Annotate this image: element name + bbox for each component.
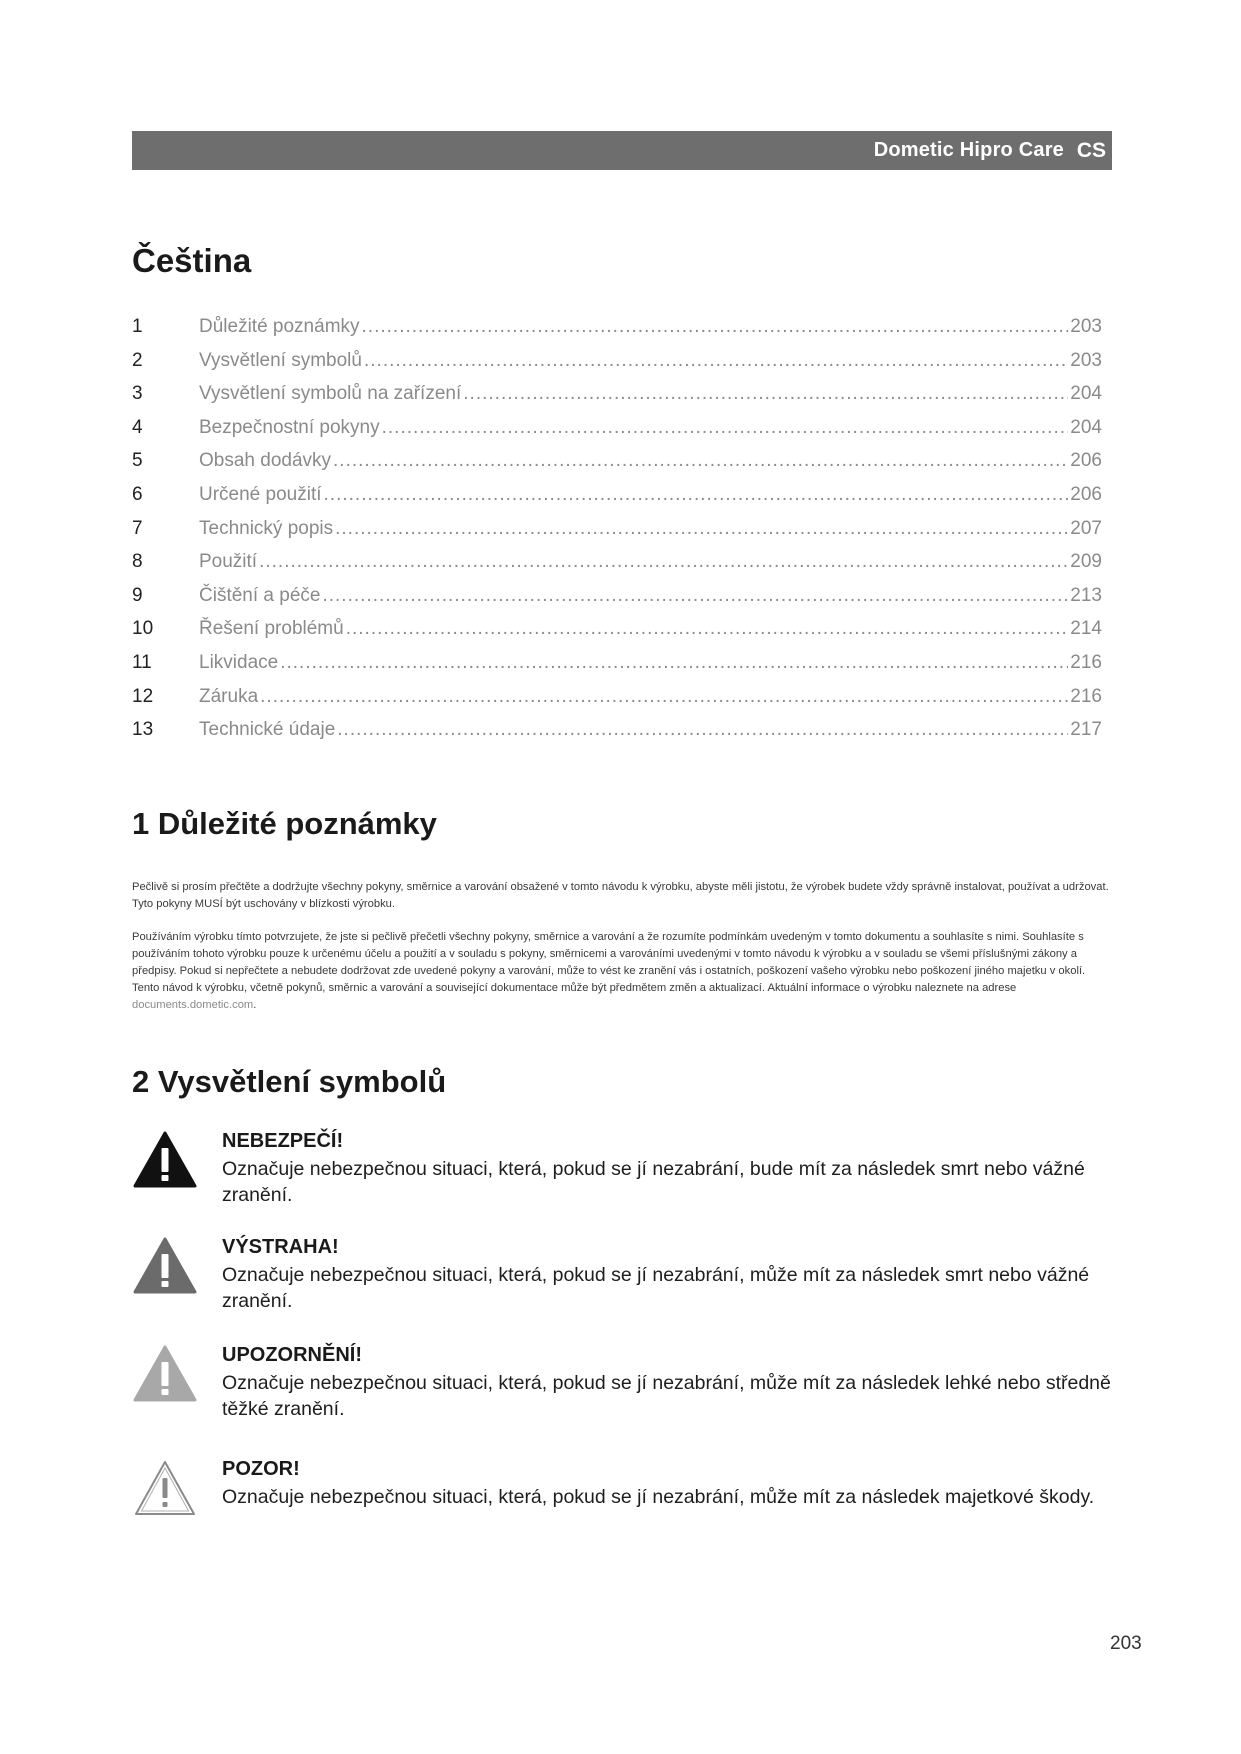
toc-title: Bezpečnostní pokyny (199, 416, 380, 438)
symbol-danger (132, 1130, 1112, 1210)
warning-description: Označuje nebezpečnou situaci, která, pokud se jí nezabrání, může mít za následek smrt nebo vážné zranění. (222, 1264, 1090, 1312)
consent-text: Používáním výrobku tímto potvrzujete, že jste si pečlivě přečetli všechny pokyny, směrnice a varování a že rozumíte podmínkám uvedeným v tomto dokumentu a souhlasíte s nimi. Souhlasíte s používáním tohoto výrobku pouze k určenému účelu a použití a v souladu s pokyny, směrnicemi a varováními uvedenými v tomto návodu k výrobku a v souladu se všemi příslušnými zákony a předpisy. Pokud si nepřečtete a nebudete dodržovat zde uvedené pokyny a varování, může to vést ke zranění vás i ostatních, poškození vašeho výrobku nebo poškození jiného majetku v okolí. Tento návod k výrobku, včetně pokynů, směrnic a varování a související dokumentace může být předmětem změn a aktualizací. Aktuální informace o výrobku naleznete na adrese (132, 931, 1086, 994)
toc-title: Čištění a péče (199, 584, 321, 606)
toc-page: 204 (1070, 416, 1102, 438)
toc-page: 203 (1070, 349, 1102, 371)
toc-item[interactable] (132, 518, 1102, 552)
toc-leader (337, 719, 1068, 741)
toc-number: 2 (132, 349, 143, 371)
toc-page: 204 (1070, 383, 1102, 405)
symbol-warning (132, 1236, 1112, 1316)
toc-item[interactable] (132, 618, 1102, 652)
toc-leader (364, 350, 1068, 372)
toc-number: 5 (132, 450, 143, 472)
toc-page: 214 (1070, 618, 1102, 640)
toc-title: Technický popis (199, 517, 334, 539)
danger-description: Označuje nebezpečnou situaci, která, pokud se jí nezabrání, bude mít za následek smrt nebo vážné zranění. (222, 1158, 1085, 1206)
toc-leader (259, 551, 1068, 573)
consent-period: . (253, 999, 257, 1011)
toc-page: 216 (1070, 685, 1102, 707)
toc-number: 10 (132, 618, 154, 640)
toc-number: 11 (132, 651, 152, 673)
toc-item[interactable] (132, 551, 1102, 585)
page-number: 203 (1110, 1633, 1142, 1654)
toc-number: 12 (132, 685, 154, 707)
notice-icon (132, 1458, 198, 1518)
toc-leader (322, 585, 1068, 607)
toc-item[interactable] (132, 686, 1102, 720)
toc-page: 213 (1070, 584, 1102, 606)
toc-leader (260, 686, 1068, 708)
toc-number: 13 (132, 719, 154, 741)
caution-label: UPOZORNĚNÍ! (222, 1344, 362, 1366)
toc-page: 216 (1070, 651, 1102, 673)
toc-page: 217 (1070, 719, 1102, 741)
toc-item[interactable] (132, 484, 1102, 518)
toc-leader (362, 316, 1069, 338)
toc-leader (346, 618, 1069, 640)
warning-icon (132, 1236, 198, 1296)
warning-label: VÝSTRAHA! (222, 1236, 339, 1258)
section-heading-important-notes: 1 Důležité poznámky (132, 806, 437, 841)
toc-number: 9 (132, 584, 143, 606)
toc-item[interactable] (132, 383, 1102, 417)
toc-number: 8 (132, 551, 143, 573)
consent-paragraph (132, 929, 1112, 1014)
toc-title: Vysvětlení symbolů na zařízení (199, 383, 462, 405)
toc-item[interactable] (132, 316, 1102, 350)
toc-leader (333, 450, 1068, 472)
toc-title: Řešení problémů (199, 618, 344, 640)
intro-paragraph: Pečlivě si prosím přečtěte a dodržujte všechny pokyny, směrnice a varování obsažené v tomto návodu k výrobku, abyste měli jistotu, že výrobek budete vždy správně instalovat, používat a udržovat. Tyto pokyny MUSÍ být uschovány v blízkosti výrobku. (132, 881, 1109, 910)
header-bar (132, 131, 1112, 170)
symbol-notice (132, 1458, 1112, 1524)
section-heading-symbols: 2 Vysvětlení symbolů (132, 1064, 447, 1099)
toc-title: Likvidace (199, 651, 279, 673)
toc-item[interactable] (132, 585, 1102, 619)
language-code: CS (1076, 139, 1106, 162)
product-title: Dometic Hipro Care (873, 139, 1064, 161)
language-heading: Čeština (132, 242, 252, 279)
toc-leader (463, 383, 1068, 405)
documents-link[interactable]: documents.dometic.com (132, 999, 254, 1011)
toc-title: Důležité poznámky (199, 316, 360, 337)
toc-page: 206 (1070, 450, 1102, 472)
toc-number: 4 (132, 416, 143, 438)
toc-title: Určené použití (199, 483, 322, 505)
caution-icon (132, 1344, 198, 1404)
toc-leader (382, 417, 1069, 439)
toc-leader (324, 484, 1069, 506)
toc-title: Technické údaje (199, 719, 336, 741)
caution-description: Označuje nebezpečnou situaci, která, pokud se jí nezabrání, může mít za následek lehké nebo středně těžké zranění. (222, 1372, 1111, 1420)
toc-title: Záruka (199, 685, 259, 707)
toc-number: 3 (132, 383, 143, 405)
toc-title: Použití (199, 551, 258, 573)
toc-page: 206 (1070, 483, 1102, 505)
toc-title: Vysvětlení symbolů (199, 349, 362, 371)
symbol-caution (132, 1344, 1112, 1424)
toc-page: 207 (1070, 517, 1102, 539)
toc-item[interactable] (132, 652, 1102, 686)
toc-title: Obsah dodávky (199, 450, 332, 472)
toc-leader (280, 652, 1068, 674)
toc-item[interactable] (132, 350, 1102, 384)
toc-leader (335, 518, 1068, 540)
toc-number: 1 (132, 316, 143, 337)
toc-page: 203 (1070, 316, 1102, 337)
toc-number: 6 (132, 483, 143, 505)
toc-number: 7 (132, 517, 143, 539)
notice-label: POZOR! (222, 1458, 300, 1480)
danger-label: NEBEZPEČÍ! (222, 1130, 344, 1152)
table-of-contents (132, 316, 1102, 753)
toc-page: 209 (1070, 551, 1102, 573)
toc-item[interactable] (132, 719, 1102, 753)
toc-item[interactable] (132, 417, 1102, 451)
notice-description: Označuje nebezpečnou situaci, která, pokud se jí nezabrání, může mít za následek majetkové škody. (222, 1486, 1095, 1508)
toc-item[interactable] (132, 450, 1102, 484)
danger-icon (132, 1130, 198, 1190)
